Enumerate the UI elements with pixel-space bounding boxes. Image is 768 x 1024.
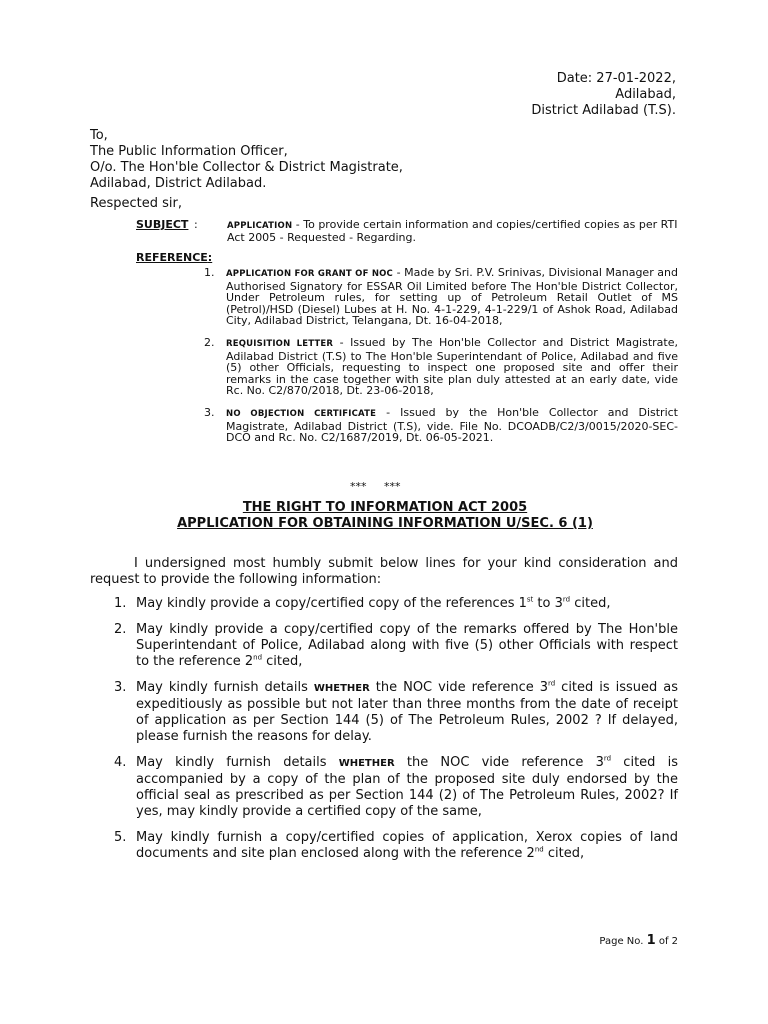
request-number: 1. (114, 596, 127, 611)
reference-list (196, 267, 678, 454)
request-item: 3. May kindly furnish details WHETHER the NOC vide reference 3rd cited is issued as expeditiously as possible but not later than three months from the date of receipt of application as per Section 144 (5) of The Petroleum Rules, 2002 ? If delayed, please furnish the reasons for delay. (114, 679, 678, 744)
reference-item (196, 267, 678, 327)
district-line: District Adilabad (T.S). (531, 103, 676, 118)
reference-number: 2. (204, 335, 215, 349)
intro-paragraph: I undersigned most humbly submit below lines for your kind consideration and request to provide the following information: (90, 556, 678, 587)
request-number: 5. (114, 830, 127, 845)
address-line-2: O/o. The Hon'ble Collector & District Magistrate, (90, 160, 403, 175)
emphasis-whether: WHETHER (313, 683, 370, 694)
reference-item (196, 337, 678, 397)
request-number: 2. (114, 622, 127, 637)
emphasis-whether: WHETHER (338, 758, 395, 769)
application-title: APPLICATION FOR OBTAINING INFORMATION U/SEC. 6 (1) (177, 516, 593, 531)
request-item: 1. May kindly provide a copy/certified copy of the references 1st to 3rd cited, (114, 595, 611, 611)
request-item: 2. May kindly provide a copy/certified copy of the remarks offered by The Hon'ble Superintendant of Police, Adilabad along with five (5) other Officials with respect to the reference 2nd cited, (114, 622, 678, 669)
salutation: Respected sir, (90, 196, 182, 211)
reference-item (196, 407, 678, 444)
place-line: Adilabad, (615, 87, 676, 102)
request-list (90, 596, 678, 872)
address-line-3: Adilabad, District Adilabad. (90, 176, 267, 191)
subject-colon: : (194, 218, 198, 231)
page-number: Page No. 1 of 2 (599, 933, 678, 948)
reference-label: REFERENCE: (136, 251, 213, 264)
subject-block (136, 219, 681, 244)
reference-text: - Made by Sri. P.V. Srinivas, Divisional Manager and Authorised Signatory for ESSAR Oil Limited before The Hon'ble District Collector, Under Petroleum rules, for setting up of Petroleum Retail Outlet of MS (Petrol)/HSD (Diesel) Lubes at H. No. 4-1-229, 4-1-229/1 of Ashok Road, Adilabad City, Adilabad District, Telangana, Dt. 16-04-2018, (226, 266, 678, 328)
recipient-address (90, 128, 403, 192)
reference-title: APPLICATION FOR GRANT OF NOC (226, 269, 393, 279)
request-item: 5. May kindly furnish a copy/certified copies of application, Xerox copies of land documents and site plan enclosed along with the reference 2nd cited, (114, 830, 678, 861)
request-number: 4. (114, 755, 127, 770)
reference-title: REQUISITION LETTER (226, 338, 334, 349)
subject-caps: APPLICATION (227, 221, 293, 231)
request-number: 3. (114, 680, 127, 695)
act-title: THE RIGHT TO INFORMATION ACT 2005 (242, 500, 528, 515)
address-to: To, (90, 128, 108, 143)
subject-label: SUBJECT (136, 218, 189, 231)
subject-text: APPLICATION - To provide certain information and copies/certified copies as per RTI Act 2005 - Requested - Regarding. (227, 218, 678, 244)
request-item: 4. May kindly furnish details WHETHER the NOC vide reference 3rd cited is accompanied by a copy of the plan of the proposed site duly endorsed by the official seal as prescribed as per Section 144 (2) of The Petroleum Rules, 2002? If yes, may kindly provide a certified copy of the same, (114, 754, 678, 819)
reference-title: NO OBJECTION CERTIFICATE (226, 408, 377, 419)
reference-text: - Issued by the Hon'ble Collector and District Magistrate, Adilabad District (T.S), vide. File No. DCOADB/C2/3/0015/2020-SEC-DCO and Rc. No. C2/1687/2019, Dt. 06-05-2021. (226, 405, 678, 445)
reference-text: - Issued by The Hon'ble Collector and District Magistrate, Adilabad District (T.S) to The Hon'ble Superintendant of Police, Adilabad and five (5) other Officials, requesting to inspect one proposed site and offer their remarks in the case together with site plan duly attested at an early date, vide Rc. No. C2/870/2018, Dt. 23-06-2018, (226, 335, 678, 398)
date-block (531, 71, 676, 119)
reference-number: 3. (204, 405, 215, 419)
separator-stars: *** *** (350, 480, 401, 493)
date-line: Date: 27-01-2022, (556, 71, 676, 86)
address-line-1: The Public Information Officer, (90, 144, 288, 159)
reference-number: 1. (204, 266, 215, 279)
